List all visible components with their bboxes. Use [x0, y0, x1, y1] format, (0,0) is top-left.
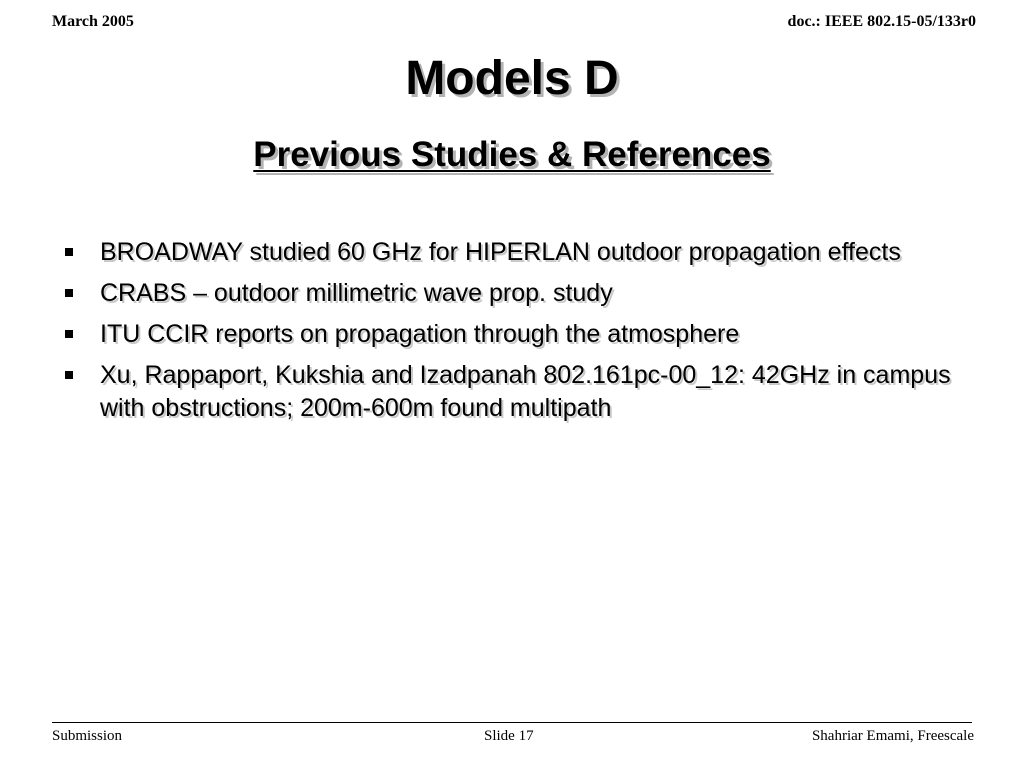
bullet-item: [62, 236, 977, 269]
slide-title: Models D: [405, 52, 619, 105]
square-bullet-icon: [65, 248, 73, 256]
footer-slide-number: Slide 17: [484, 728, 534, 744]
bullet-text: Xu, Rappaport, Kukshia and Izadpanah 802.161pc-00_12: 42GHz in campus with obstructions; 200m-600m found multipath: [100, 361, 951, 422]
square-bullet-icon: [65, 330, 73, 338]
footer-author: Shahriar Emami, Freescale: [811, 728, 974, 744]
bullet-item: [62, 277, 977, 310]
footer-divider: [52, 722, 972, 723]
footer-submission: Submission: [52, 728, 123, 744]
bullet-item: [62, 318, 977, 351]
bullet-text: CRABS – outdoor millimetric wave prop. study: [100, 279, 613, 307]
header-date: March 2005: [52, 13, 134, 30]
square-bullet-icon: [65, 289, 73, 297]
bullet-text: ITU CCIR reports on propagation through the atmosphere: [100, 320, 740, 348]
bullet-item: [62, 359, 977, 425]
header-doc-id: doc.: IEEE 802.15-05/133r0: [787, 13, 976, 30]
square-bullet-icon: [65, 371, 73, 379]
bullet-list: [62, 236, 977, 433]
bullet-text: BROADWAY studied 60 GHz for HIPERLAN outdoor propagation effects: [100, 238, 901, 266]
slide-subtitle: Previous Studies & References: [253, 135, 771, 174]
